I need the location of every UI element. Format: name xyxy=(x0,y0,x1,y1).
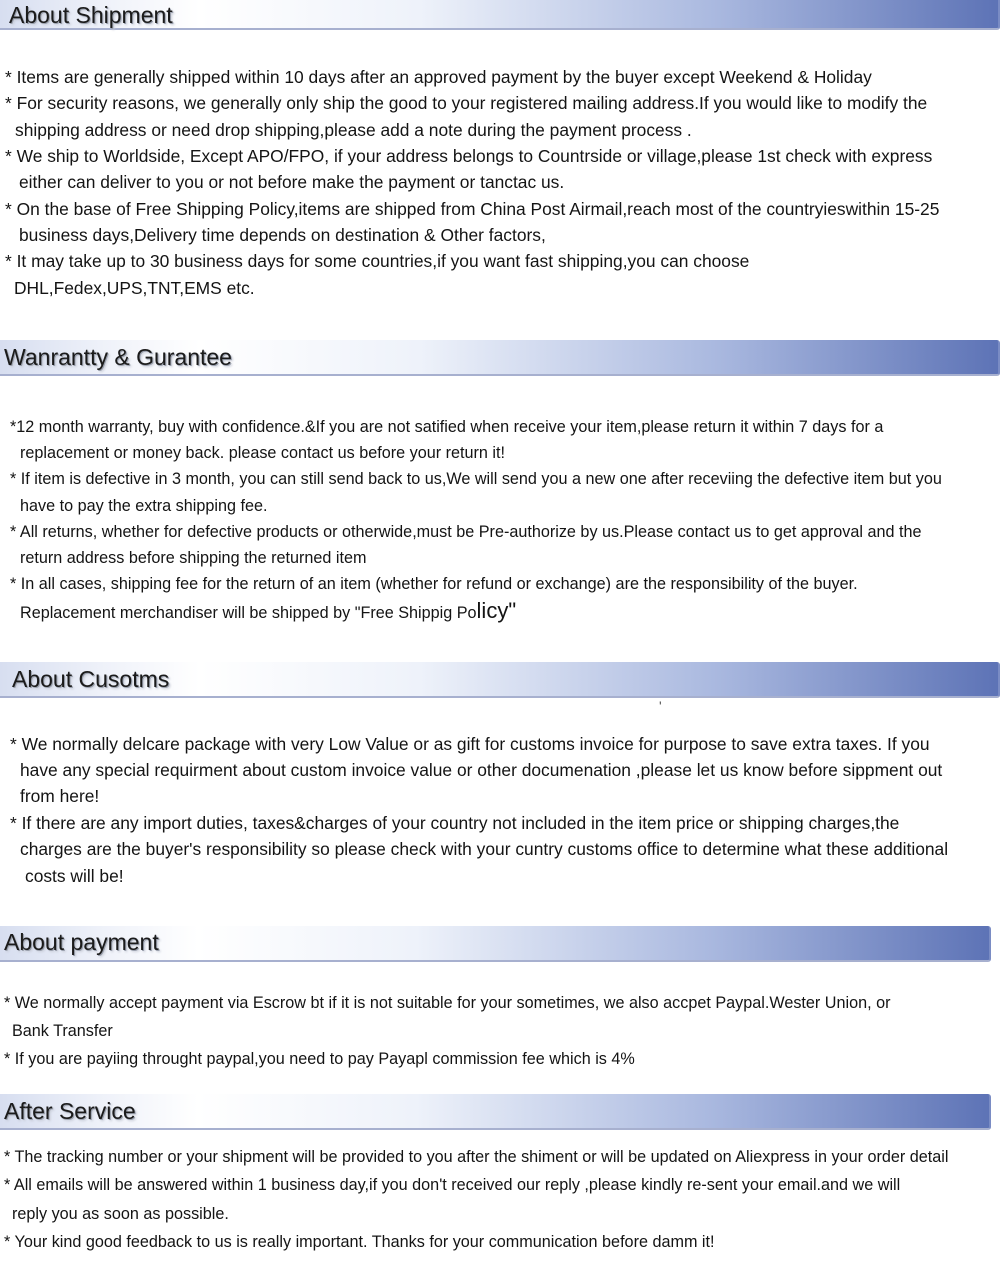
section-title-payment: About payment xyxy=(4,929,159,955)
header-payment xyxy=(0,926,991,962)
warranty-line-7: * In all cases, shipping fee for the return of an item (whether for refund or exchange) are the responsibility of the buyer. xyxy=(10,575,858,593)
warranty-line-4: have to pay the extra shipping fee. xyxy=(20,497,268,515)
warranty-line-8-start: Replacement merchandiser will be shipped by "Free Shippig Po xyxy=(20,604,477,622)
shipment-line-5: either can deliver to you or not before make the payment or tanctac us. xyxy=(19,172,565,192)
after-service-line-4: * Your kind good feedback to us is really important. Thanks for your communication before damm it! xyxy=(4,1233,715,1251)
customs-line-4: * If there are any import duties, taxes&charges of your country not included in the item price or shipping charges,the xyxy=(10,813,900,833)
customs-line-5: charges are the buyer's responsibility so please check with your cuntry customs office to determine what these additional xyxy=(20,839,949,859)
customs-line-2: have any special requirment about custom invoice value or other documenation ,please let us know before sippment out xyxy=(20,760,943,780)
shipment-line-3: shipping address or need drop shipping,please add a note during the payment process . xyxy=(15,120,692,140)
shipment-line-7: business days,Delivery time depends on destination & Other factors, xyxy=(19,225,546,245)
section-title-shipment: About Shipment xyxy=(9,2,173,28)
section-title-warranty: Wanrantty & Gurantee xyxy=(4,344,232,370)
shipment-line-9: DHL,Fedex,UPS,TNT,EMS etc. xyxy=(14,278,255,298)
shipment-line-2: * For security reasons, we generally only ship the good to your registered mailing address.If you would like to modify the xyxy=(5,93,928,113)
header-warranty xyxy=(0,340,1000,376)
warranty-line-6: return address before shipping the returned item xyxy=(20,549,367,567)
shipment-line-6: * On the base of Free Shipping Policy,items are shipped from China Post Airmail,reach most of the countryieswithin 15-25 xyxy=(5,199,940,219)
after-service-line-3: reply you as soon as possible. xyxy=(12,1205,229,1223)
stray-apostrophe: ' xyxy=(659,698,662,714)
payment-line-3: * If you are payiing throught paypal,you need to pay Payapl commission fee which is 4% xyxy=(4,1050,635,1068)
payment-line-2: Bank Transfer xyxy=(12,1022,113,1040)
warranty-line-2: replacement or money back. please contact us before your return it! xyxy=(20,444,505,462)
shipment-line-1: * Items are generally shipped within 10 days after an approved payment by the buyer except Weekend & Holiday xyxy=(5,67,872,87)
warranty-line-3: * If item is defective in 3 month, you can still send back to us,We will send you a new one after receviing the defective item but you xyxy=(10,470,942,488)
header-after-service xyxy=(0,1094,991,1130)
warranty-line-1: *12 month warranty, buy with confidence.&If you are not satified when receive your item,please return it within 7 days for a xyxy=(10,418,884,436)
section-title-customs: About Cusotms xyxy=(12,666,170,692)
customs-line-1: * We normally delcare package with very Low Value or as gift for customs invoice for purpose to save extra taxes. If you xyxy=(10,734,930,754)
customs-line-6: costs will be! xyxy=(25,866,124,886)
customs-line-3: from here! xyxy=(20,786,100,806)
warranty-line-5: * All returns, whether for defective products or otherwide,must be Pre-authorize by us.Please contact us to get approval and the xyxy=(10,523,922,541)
header-customs xyxy=(0,662,1000,698)
after-service-line-1: * The tracking number or your shipment will be provided to you after the shiment or will be updated on Aliexpress in your order detail xyxy=(4,1148,949,1166)
warranty-line-8-end: licy" xyxy=(476,598,517,623)
warranty-line-8 xyxy=(20,598,516,624)
after-service-line-2: * All emails will be answered within 1 business day,if you don't received our reply ,please kindly re-sent your email.and we will xyxy=(4,1176,901,1194)
payment-line-1: * We normally accept payment via Escrow bt if it is not suitable for your sometimes, we also accpet Paypal.Wester Union, or xyxy=(4,994,891,1012)
shipment-line-4: * We ship to Worldside, Except APO/FPO, if your address belongs to Countrside or village,please 1st check with express xyxy=(5,146,933,166)
shipment-line-8: * It may take up to 30 business days for some countries,if you want fast shipping,you can choose xyxy=(5,251,750,271)
section-title-after-service: After Service xyxy=(4,1098,136,1124)
header-about-shipment xyxy=(0,0,1000,30)
